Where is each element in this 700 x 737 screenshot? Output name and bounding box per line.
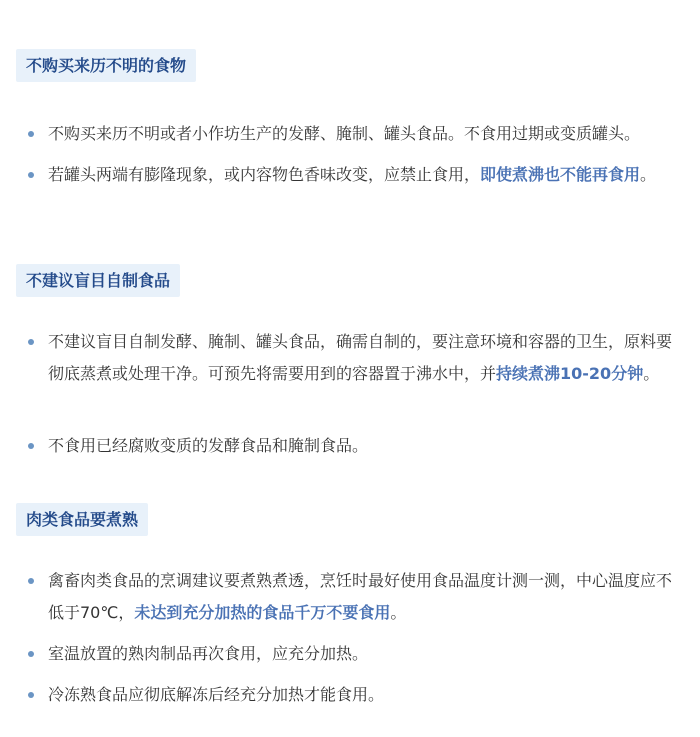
- list-item: [48, 430, 684, 462]
- list-item: [48, 565, 684, 629]
- item-text: 。: [643, 364, 660, 383]
- bullet-icon: [28, 651, 34, 657]
- item-text: 不购买来历不明或者小作坊生产的发酵、腌制、罐头食品。不食用过期或变质罐头。: [48, 124, 641, 143]
- section-heading: 不建议盲目自制食品: [16, 264, 180, 297]
- item-text: 不建议盲目自制发酵、腌制、罐头食品，确需自制的，要注意环境和容器的卫生，原料要彻底蒸煮或处理干净。可预先将需要用到的容器置于沸水中，并: [48, 332, 673, 383]
- bullet-icon: [28, 692, 34, 698]
- list-item: [48, 118, 684, 150]
- bullet-icon: [28, 578, 34, 584]
- list-item: [48, 159, 684, 191]
- item-text: 不食用已经腐败变质的发酵食品和腌制食品。: [48, 436, 369, 455]
- item-text: 冷冻熟食品应彻底解冻后经充分加热才能食用。: [48, 685, 385, 704]
- bullet-icon: [28, 443, 34, 449]
- item-text: 。: [640, 165, 657, 184]
- bullet-icon: [28, 172, 34, 178]
- highlight-text: 持续煮沸10-20分钟: [496, 364, 644, 383]
- item-text: 禽畜肉类食品的烹调建议要煮熟煮透，烹饪时最好使用食品温度计测一测，中心温度应不低于70℃，: [48, 571, 673, 622]
- item-text: 。: [390, 603, 407, 622]
- bullet-icon: [28, 339, 34, 345]
- section-heading: 不购买来历不明的食物: [16, 49, 196, 82]
- section-heading: 肉类食品要煮熟: [16, 503, 148, 536]
- list-item: [48, 638, 684, 670]
- bullet-icon: [28, 131, 34, 137]
- item-text: 室温放置的熟肉制品再次食用，应充分加热。: [48, 644, 369, 663]
- highlight-text: 即使煮沸也不能再食用: [480, 165, 641, 184]
- highlight-text: 未达到充分加热的食品千万不要食用: [134, 603, 391, 622]
- list-item: [48, 679, 684, 711]
- item-text: 若罐头两端有膨隆现象，或内容物色香味改变，应禁止食用，: [48, 165, 481, 184]
- list-item: [48, 326, 684, 390]
